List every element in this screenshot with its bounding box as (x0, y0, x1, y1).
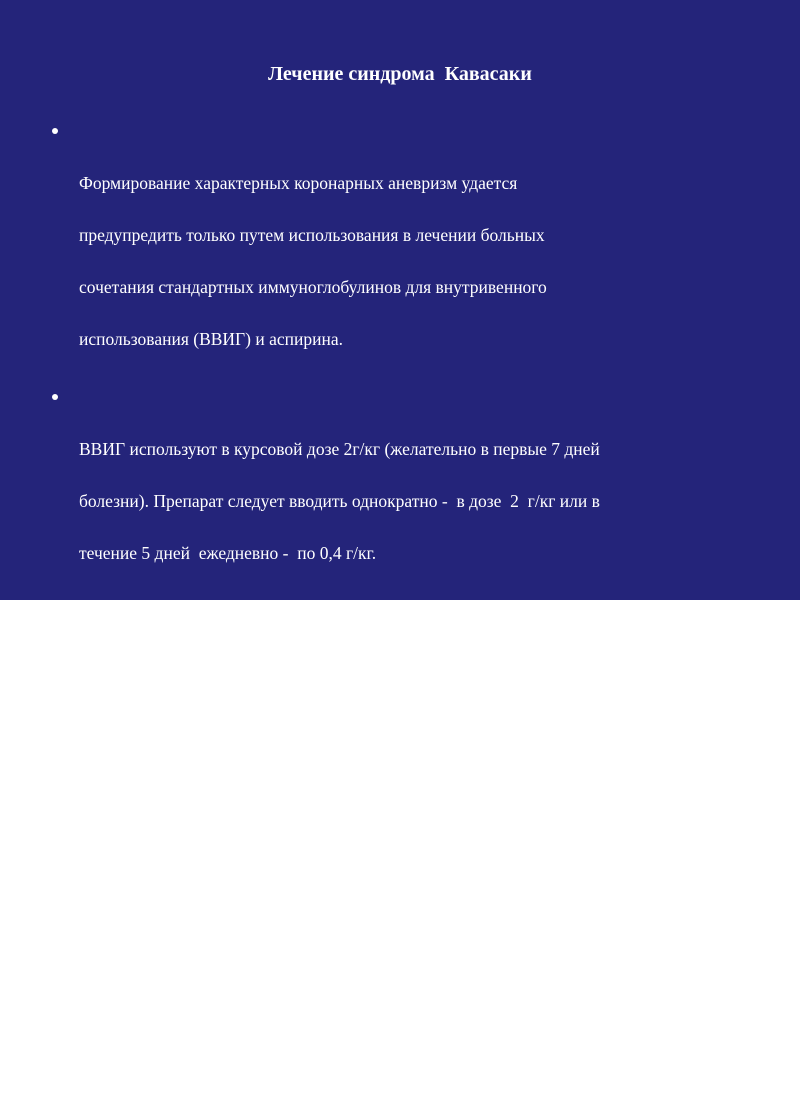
bullet-line: Ацетилсалициловая кислота- в дозе 50 мг/кг до снижения (79, 653, 511, 673)
bullet-dot-icon (52, 956, 58, 962)
bullet-dot-icon (52, 608, 58, 614)
bullet-line: Коронарное шунтировантие, ангтпластика или стентирование при (79, 1001, 578, 1021)
bullet-item (52, 598, 757, 806)
bullet-line: болезни). Препарат следует вводить однократно - в дозе 2 г/кг или в (79, 491, 600, 511)
bullet-line: повышенной температуры тела, а далее 3-5 мг/кг на протяжении (79, 705, 561, 725)
bullet-line: Формирование характерных коронарных аневризм удается (79, 173, 518, 193)
bullet-line: развитии стеноза коронарной астерии. (79, 1053, 366, 1073)
slide-title: Лечение синдрома Кавасаки (268, 63, 532, 85)
bullet-line: ВВИГ используют в курсовой дозе 2г/кг (желательно в первые 7 дней (79, 439, 600, 459)
bullet-line: сочетания стандартных иммуноглобулинов для внутривенного (79, 277, 547, 297)
bullet-line: длительного времени (до 1 года). (79, 757, 326, 777)
bullet-line: использования (ВВИГ) и аспирина. (79, 329, 344, 349)
bullet-list (52, 118, 757, 1108)
bullet-heading-text: Хирургическое лечение (79, 891, 267, 911)
bullet-item (52, 384, 757, 592)
bullet-dot-icon (52, 846, 58, 852)
bullet-item-heading (52, 836, 757, 940)
bullet-line: предупредить только путем использования в лечении больных (79, 225, 545, 245)
bullet-dot-icon (52, 128, 58, 134)
bullet-line: течение 5 дней ежедневно - по 0,4 г/кг. (79, 543, 377, 563)
bullet-item (52, 946, 757, 1102)
bullet-item (52, 118, 757, 378)
bullet-dot-icon (52, 394, 58, 400)
